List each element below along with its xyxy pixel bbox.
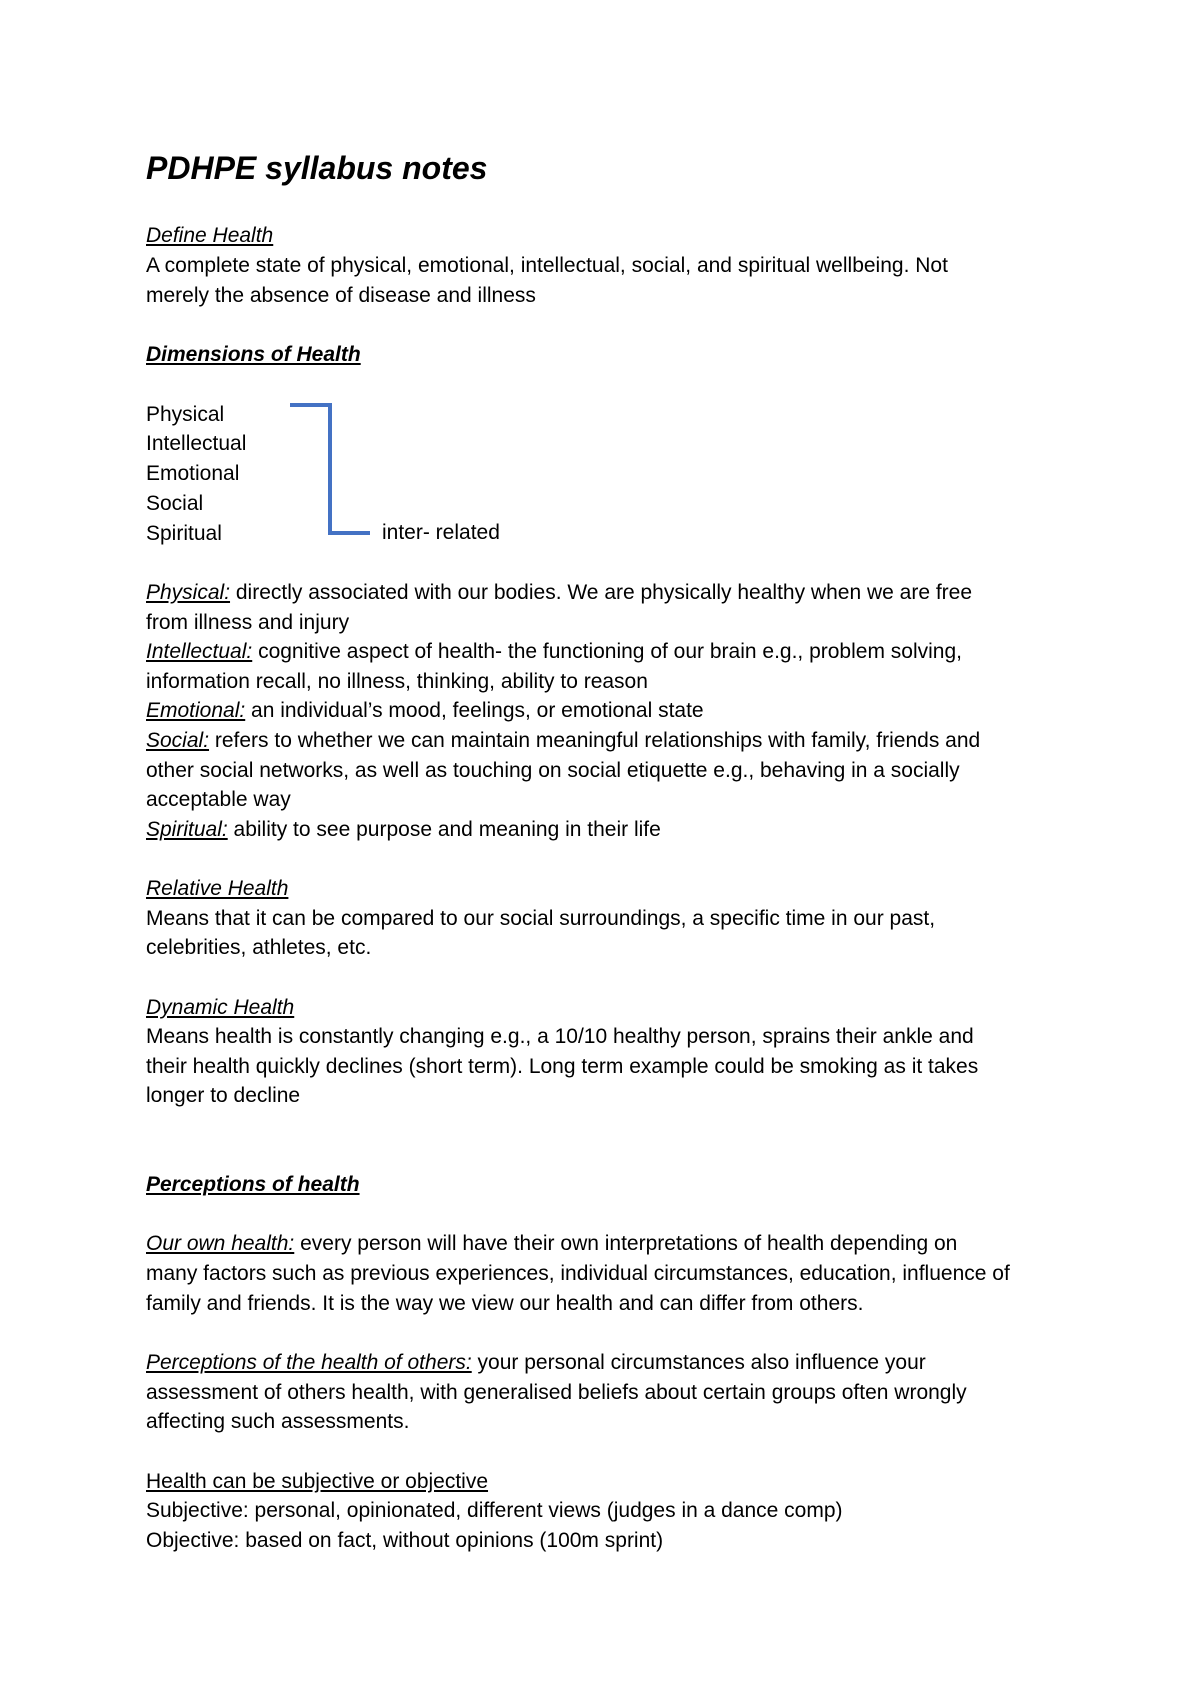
perception-line: assessment of others health, with generalised beliefs about certain groups often wrongly	[146, 1381, 967, 1404]
definition-intellectual	[146, 637, 962, 667]
relative-health-heading: Relative Health	[146, 877, 289, 900]
define-health-line: A complete state of physical, emotional, intellectual, social, and spiritual wellbeing. Not	[146, 254, 948, 277]
definition-physical	[146, 578, 972, 608]
definition-term: Physical:	[146, 581, 231, 604]
define-health-line: merely the absence of disease and illness	[146, 284, 536, 307]
perception-others	[146, 1348, 926, 1378]
perception-text: your personal circumstances also influence your	[471, 1351, 926, 1374]
perception-term: Perceptions of the health of others:	[146, 1351, 472, 1374]
dynamic-health-line: longer to decline	[146, 1084, 301, 1107]
perceptions-heading: Perceptions of health	[146, 1173, 360, 1196]
definition-line: from illness and injury	[146, 611, 350, 634]
definition-term: Emotional:	[146, 699, 246, 722]
objective-line: Objective: based on fact, without opinions (100m sprint)	[146, 1529, 664, 1552]
perception-term: Our own health:	[146, 1232, 295, 1255]
dimension-item-intellectual: Intellectual	[146, 432, 247, 455]
perception-line: many factors such as previous experiences, individual circumstances, education, influence of	[146, 1262, 1010, 1285]
dimension-item-physical: Physical	[146, 403, 225, 426]
definition-text: an individual’s mood, feelings, or emotional state	[245, 699, 704, 722]
subjective-objective-heading: Health can be subjective or objective	[146, 1470, 489, 1493]
definition-spiritual	[146, 815, 661, 845]
subjective-line: Subjective: personal, opinionated, different views (judges in a dance comp)	[146, 1499, 843, 1522]
definition-text: directly associated with our bodies. We are physically healthy when we are free	[230, 581, 973, 604]
definition-term: Intellectual:	[146, 640, 253, 663]
dynamic-health-line: Means health is constantly changing e.g., a 10/10 healthy person, sprains their ankle and	[146, 1025, 974, 1048]
bracket-connector	[290, 398, 370, 538]
dimension-item-spiritual: Spiritual	[146, 522, 222, 545]
dynamic-health-line: their health quickly declines (short term). Long term example could be smoking as it takes	[146, 1055, 979, 1078]
definition-term: Spiritual:	[146, 818, 228, 841]
inter-related-label: inter- related	[382, 521, 500, 544]
relative-health-line: Means that it can be compared to our social surroundings, a specific time in our past,	[146, 907, 936, 930]
relative-health-line: celebrities, athletes, etc.	[146, 936, 372, 959]
definition-text: refers to whether we can maintain meaningful relationships with family, friends and	[209, 729, 981, 752]
perception-line: affecting such assessments.	[146, 1410, 410, 1433]
dimension-item-emotional: Emotional	[146, 462, 240, 485]
definition-text: ability to see purpose and meaning in their life	[227, 818, 661, 841]
definition-social	[146, 726, 980, 756]
perception-own	[146, 1229, 957, 1259]
definition-line: acceptable way	[146, 788, 291, 811]
dimensions-heading: Dimensions of Health	[146, 343, 361, 366]
page-title: PDHPE syllabus notes	[146, 150, 488, 186]
definition-line: information recall, no illness, thinking, ability to reason	[146, 670, 648, 693]
define-health-heading: Define Health	[146, 224, 274, 247]
dynamic-health-heading: Dynamic Health	[146, 996, 295, 1019]
perception-line: family and friends. It is the way we view our health and can differ from others.	[146, 1292, 864, 1315]
perception-text: every person will have their own interpretations of health depending on	[294, 1232, 958, 1255]
definition-term: Social:	[146, 729, 210, 752]
definition-emotional	[146, 696, 704, 726]
definition-text: cognitive aspect of health- the functioning of our brain e.g., problem solving,	[252, 640, 962, 663]
dimension-item-social: Social	[146, 492, 204, 515]
definition-line: other social networks, as well as touching on social etiquette e.g., behaving in a socially	[146, 759, 960, 782]
